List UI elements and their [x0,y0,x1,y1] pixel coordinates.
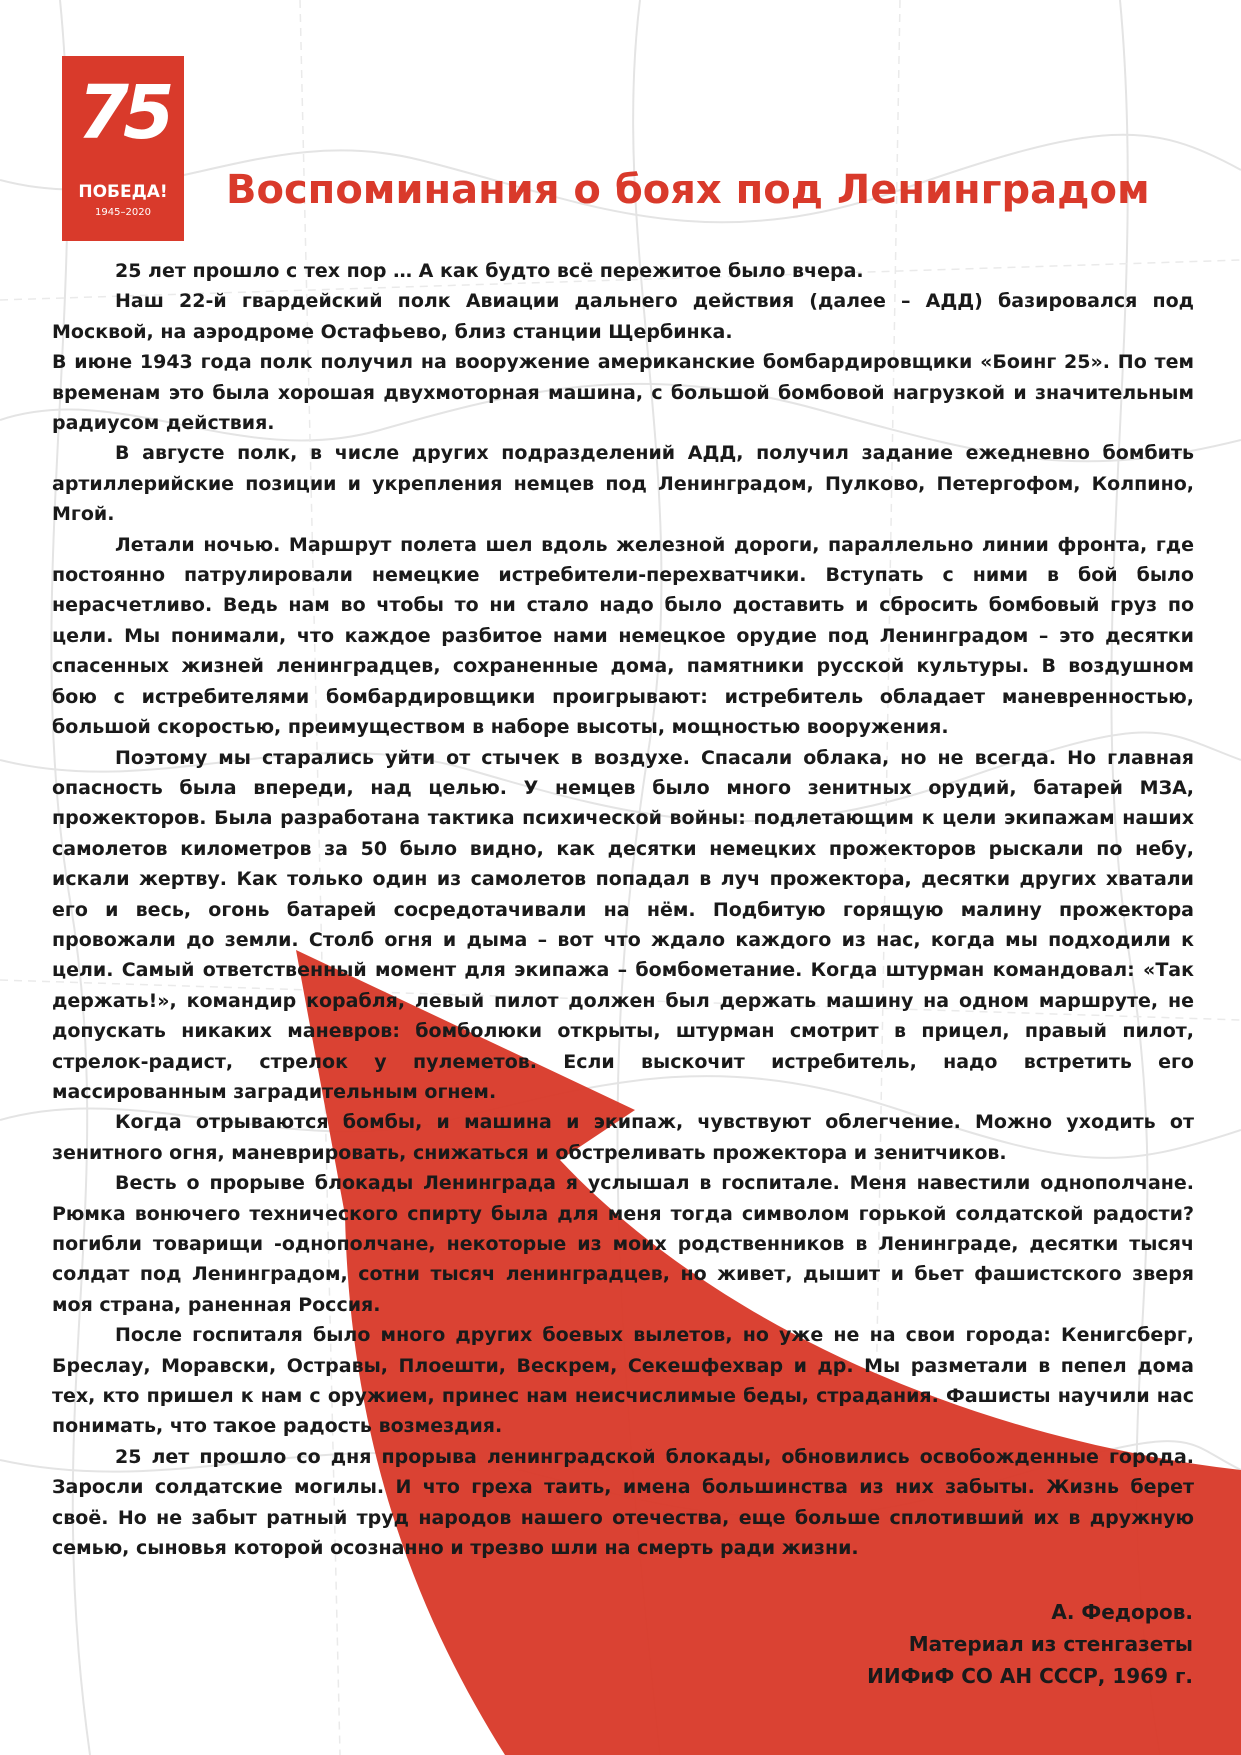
paragraph-4: В августе полк, в числе других подразделений АДД, получил задание ежедневно бомбить артиллерийские позиции и укрепления немцев под Ленинградом, Пулково, Петергофом, Колпино, Мгой. [52,442,1194,526]
signature-block [867,1596,1193,1692]
paragraph-1: 25 лет прошло с тех пор … А как будто всё пережитое было вчера. [115,260,864,282]
paragraph-6: Поэтому мы старались уйти от стычек в воздухе. Спасали облака, но не всегда. Но главная опасность была впереди, над целью. У немцев было много зенитных орудий, батарей МЗА, прожекторов. Была разработана тактика психической войны: подлетающим к цели экипажам наших самолетов километров за 50 было видно, как десятки немецких прожекторов рыскали по небу, искали жертву. Как только один из самолетов попадал в луч прожектора, десятки других хватали его и весь, огонь батарей сосредотачивали на нём. Подбитую горящую малину прожектора провожали до земли. Столб огня и дыма – вот что ждало каждого из нас, когда мы подходили к цели. Самый ответственный момент для экипажа – бомбометание. Когда штурман командовал: «Так держать!», командир корабля, левый пилот должен был держать машину на одном маршруте, не допускать никаких маневров: бомболюки открыты, штурман смотрит в прицел, правый пилот, стрелок-радист, стрелок у пулеметов. Если выскочит истребитель, надо встретить его массированным заградительным огнем. [52,746,1194,1103]
logo-years: 1945–2020 [95,207,151,218]
page-title: Воспоминания о боях под Ленинградом [226,167,1150,213]
paragraph-3: В июне 1943 года полк получил на вооружение американские бомбардировщики «Боинг 25». По тем временам это была хорошая двухмоторная машина, с большой бомбовой нагрузкой и значительным радиусом действия. [52,351,1194,435]
signature-institution: ИИФиФ СО АН СССР, 1969 г. [867,1664,1193,1688]
signature-source: Материал из стенгазеты [908,1632,1193,1656]
paragraph-5: Летали ночью. Маршрут полета шел вдоль железной дороги, параллельно линии фронта, где постоянно патрулировали немецкие истребители-перехватчики. Вступать с ними в бой было нерасчетливо. Ведь нам во чтобы то ни стало надо было доставить и сбросить бомбовый груз по цели. Мы понимали, что каждое разбитое нами немецкое орудие под Ленинградом – это десятки спасенных жизней ленинградцев, сохраненные дома, памятники русской культуры. В воздушном бою с истребителями бомбардировщики проигрывают: истребитель обладает маневренностью, большой скоростью, преимуществом в наборе высоты, мощностью вооружения. [52,533,1194,739]
article-body [52,256,1194,1563]
logo-number: 75 [77,70,169,156]
signature-author: А. Федоров. [1051,1600,1193,1624]
logo-word: ПОБЕДА! [78,182,168,202]
paragraph-10: 25 лет прошло со дня прорыва ленинградской блокады, обновились освобожденные города. Заросли солдатские могилы. И что греха таить, имена большинства из них забыты. Жизнь берет своё. Но не забыт ратный труд народов нашего отечества, еще больше сплотивший их в дружную семью, сыновья которой осознанно и трезво шли на смерть ради жизни. [52,1445,1194,1560]
paragraph-8: Весть о прорыве блокады Ленинграда я услышал в госпитале. Меня навестили однополчане. Рюмка вонючего технического спирту была для меня тогда символом горькой солдатской радости? погибли товарищи -однополчане, некоторые из моих родственников в Ленинграде, десятки тысяч солдат под Ленинградом, сотни тысяч ленинградцев, но живет, дышит и бьет фашистского зверя моя страна, раненная Россия. [52,1172,1194,1316]
victory-75-logo [62,56,184,241]
paragraph-2: Наш 22-й гвардейский полк Авиации дальнего действия (далее – АДД) базировался под Москвой, на аэродроме Остафьево, близ станции Щербинка. [52,290,1194,343]
paragraph-9: После госпиталя было много других боевых вылетов, но уже не на свои города: Кенигсберг, Бреслау, Моравски, Остравы, Плоешти, Вескрем, Секешфехвар и др. Мы разметали в пепел дома тех, кто пришел к нам с оружием, принес нам неисчислимые беды, страдания. Фашисты научили нас понимать, что такое радость возмездия. [52,1324,1194,1438]
paragraph-7: Когда отрываются бомбы, и машина и экипаж, чувствуют облегчение. Можно уходить от зенитного огня, маневрировать, снижаться и обстреливать прожектора и зенитчиков. [52,1111,1194,1164]
